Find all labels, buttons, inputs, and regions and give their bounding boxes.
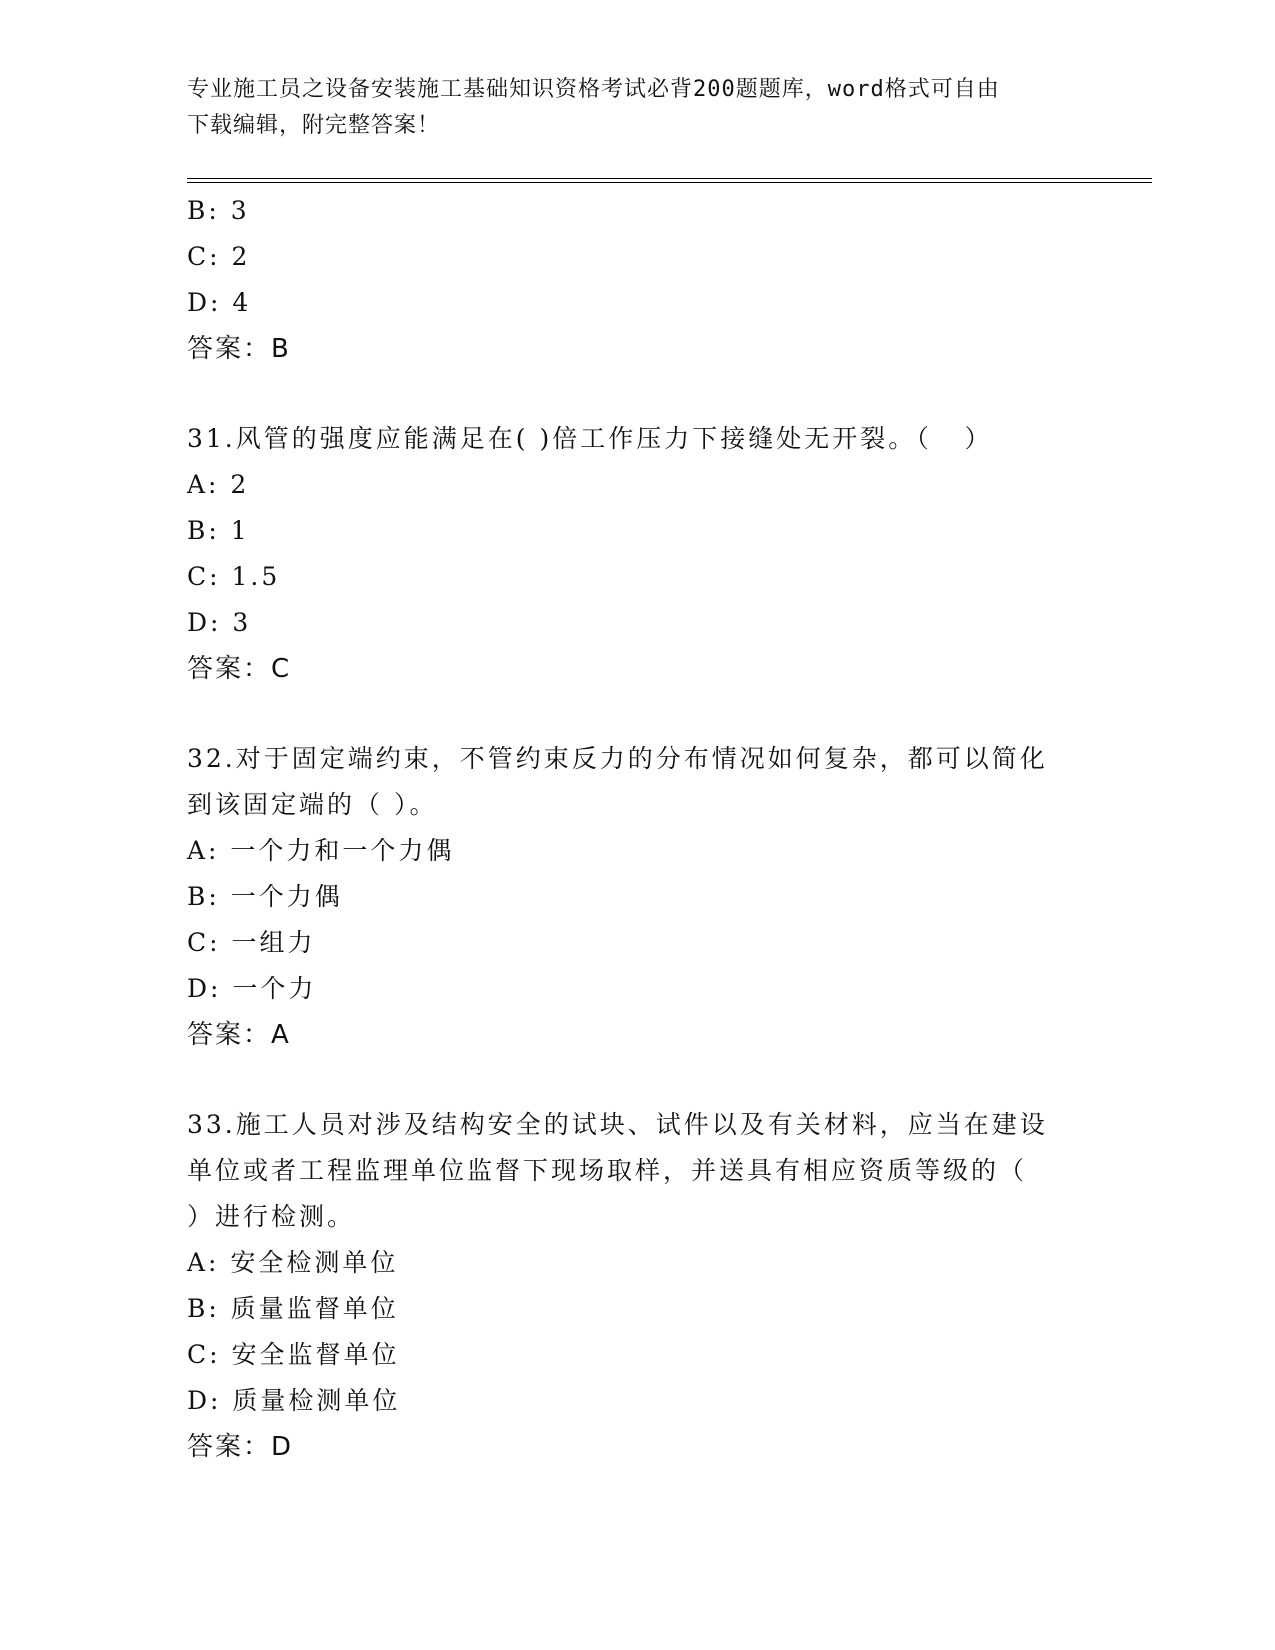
header-divider-top: [187, 178, 1152, 179]
option-b: B: 一个力偶: [187, 882, 343, 911]
answer-line: 答案：B: [187, 334, 291, 364]
option-c: C: 2: [187, 242, 251, 271]
question-stem-line-2: 单位或者工程监理单位监督下现场取样，并送具有相应资质等级的（: [187, 1156, 1028, 1185]
option-d: D: 一个力: [187, 974, 317, 1003]
header-divider-bottom: [187, 182, 1152, 183]
question-33: [187, 1102, 1087, 1470]
question-stem-line-1: 32.对于固定端约束，不管约束反力的分布情况如何复杂，都可以简化: [187, 744, 1048, 773]
option-b: B: 1: [187, 516, 250, 545]
answer-line: 答案：C: [187, 654, 292, 684]
option-c: C: 一组力: [187, 928, 316, 957]
option-b: B: 3: [187, 196, 250, 225]
document-header: [187, 72, 1087, 144]
option-a: A: 一个力和一个力偶: [187, 836, 455, 865]
option-d: D: 4: [187, 288, 252, 317]
option-a: A: 2: [187, 470, 250, 499]
option-b: B: 质量监督单位: [187, 1294, 399, 1323]
question-32: [187, 736, 1087, 1058]
header-line-1: 专业施工员之设备安装施工基础知识资格考试必背200题题库，word格式可自由: [187, 77, 1000, 102]
question-stem: 31.风管的强度应能满足在( )倍工作压力下接缝处无开裂。（ ）: [187, 424, 993, 453]
question-stem-line-2: 到该固定端的（ ）。: [187, 790, 438, 819]
header-line-2: 下载编辑，附完整答案！: [187, 113, 441, 138]
option-c: C: 安全监督单位: [187, 1340, 400, 1369]
option-d: D: 质量检测单位: [187, 1386, 401, 1415]
question-30-tail: [187, 188, 1087, 372]
answer-line: 答案：A: [187, 1020, 291, 1050]
question-list: [187, 188, 1087, 1470]
option-c: C: 1.5: [187, 562, 281, 591]
question-stem-line-3: ）进行检测。: [187, 1202, 356, 1231]
question-stem-line-1: 33.施工人员对涉及结构安全的试块、试件以及有关材料，应当在建设: [187, 1110, 1048, 1139]
option-d: D: 3: [187, 608, 252, 637]
question-31: [187, 416, 1087, 692]
answer-line: 答案：D: [187, 1432, 294, 1462]
option-a: A: 安全检测单位: [187, 1248, 399, 1277]
